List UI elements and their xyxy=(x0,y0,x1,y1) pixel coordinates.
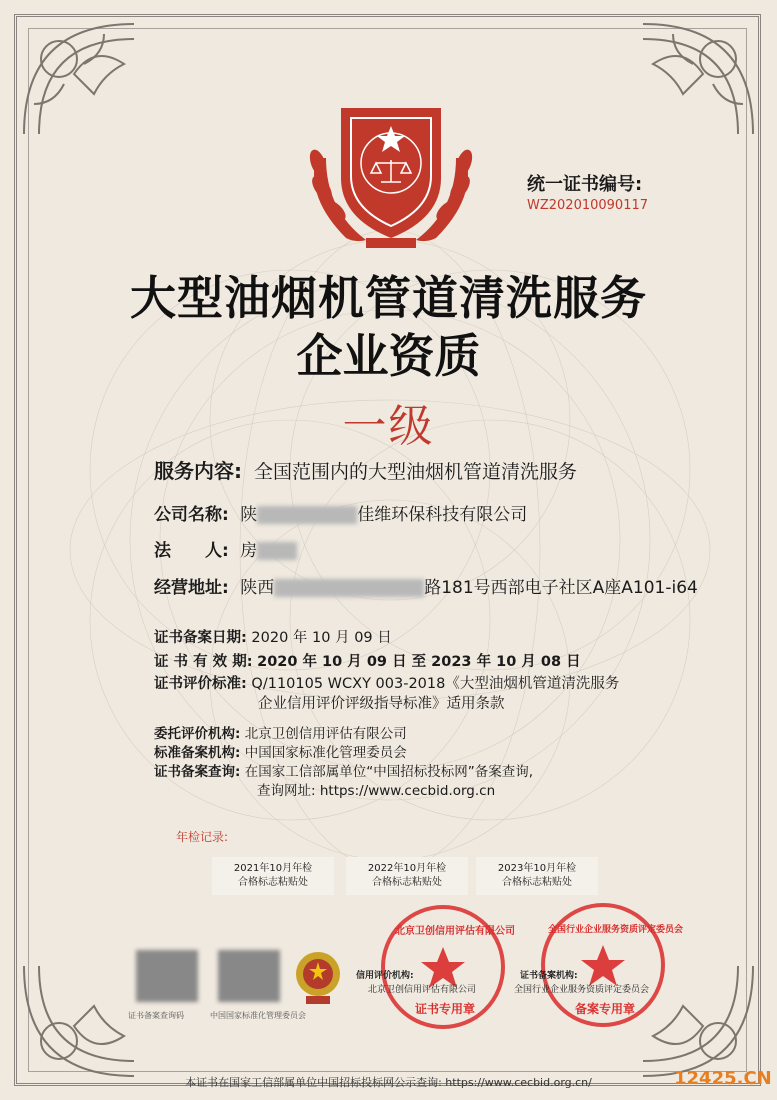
annual-box-line2: 合格标志粘贴处 xyxy=(372,877,442,888)
certificate-number-label: 统一证书编号: xyxy=(527,174,643,195)
service-label: 服务内容: xyxy=(154,459,242,483)
address-value-start: 陕西 xyxy=(240,578,275,598)
standard-value-line2: 企业信用评价评级指导标准》适用条款 xyxy=(258,696,505,712)
seal1-ring-text: 北京卫创信用评估有限公司 xyxy=(395,926,515,937)
annual-inspection-box-2021 xyxy=(212,857,334,895)
certificate-level: 一级 xyxy=(342,401,435,452)
standard-record-row xyxy=(154,741,407,761)
query-label: 证书备案查询: xyxy=(154,764,241,780)
seal1-sub: 北京卫创信用评估有限公司 xyxy=(368,985,477,995)
validity-label: 证 书 有 效 期: xyxy=(154,654,253,670)
annual-inspection-box-2023 xyxy=(476,857,598,895)
qualification-emblem xyxy=(296,88,486,258)
qr-code-redacted xyxy=(218,950,280,1002)
seal2-bottom-text: 备案专用章 xyxy=(575,1002,636,1016)
seal1-caption: 信用评价机构: xyxy=(356,971,414,981)
legal-value: 房 xyxy=(240,541,258,561)
query-value: 在国家工信部属单位“中国招标投标网”备案查询, xyxy=(244,764,533,780)
annual-box-line2: 合格标志粘贴处 xyxy=(238,877,308,888)
agency-label: 委托评价机构: xyxy=(154,726,241,742)
query-row xyxy=(154,760,533,780)
service-value: 全国范围内的大型油烟机管道清洗服务 xyxy=(254,461,578,483)
standard-record-label: 标准备案机构: xyxy=(154,745,241,761)
standard-record-value: 中国国家标准化管理委员会 xyxy=(244,745,407,761)
annual-box-line1: 2023年10月年检 xyxy=(497,863,577,874)
agency-row xyxy=(154,722,407,742)
standard-value-line1: Q/110105 WCXY 003-2018《大型油烟机管道清洗服务 xyxy=(251,676,620,692)
seal2-caption: 证书备案机构: xyxy=(520,971,578,981)
site-watermark: 12425.CN xyxy=(674,1068,772,1089)
annual-box-line2: 合格标志粘贴处 xyxy=(502,877,572,888)
seal2-sub: 全国行业企业服务资质评定委员会 xyxy=(514,985,650,995)
validity-row xyxy=(154,650,581,671)
redacted-region xyxy=(274,579,424,597)
annual-box-line1: 2022年10月年检 xyxy=(367,863,447,874)
address-label: 经营地址: xyxy=(154,578,229,598)
seal1-bottom-text: 证书专用章 xyxy=(415,1002,476,1016)
certificate-title-line2: 企业资质 xyxy=(296,329,481,383)
record-date-row xyxy=(154,626,392,647)
company-label: 公司名称: xyxy=(154,505,229,525)
record-date-label: 证书备案日期: xyxy=(154,630,247,646)
address-value-end: 路181号西部电子社区A座A101-i64 xyxy=(424,578,698,598)
company-value-start: 陕 xyxy=(240,505,258,525)
qr2-label: 中国国家标准化管理委员会 xyxy=(210,1011,306,1020)
redacted-region xyxy=(257,542,297,560)
seal2-ring-text: 全国行业企业服务资质评定委员会 xyxy=(548,925,684,935)
annual-inspection-box-2022 xyxy=(346,857,468,895)
annual-inspection-label: 年检记录: xyxy=(176,830,229,844)
legal-label: 法 人: xyxy=(154,541,229,561)
validity-value: 2020 年 10 月 09 日 至 2023 年 10 月 08 日 xyxy=(257,654,581,670)
annual-box-line1: 2021年10月年检 xyxy=(233,863,313,874)
standard-row xyxy=(154,672,619,693)
record-date-value: 2020 年 10 月 09 日 xyxy=(251,630,392,646)
qr1-label: 证书备案查询码 xyxy=(128,1011,184,1020)
certificate-number-value: WZ202010090117 xyxy=(527,198,649,213)
qr-code-redacted xyxy=(136,950,198,1002)
corner-ornament-top-left xyxy=(14,14,164,144)
corner-ornament-top-right xyxy=(613,14,763,144)
footer-note: 本证书在国家工信部属单位中国招标投标网公示查询: https://www.cecbid.org.cn/ xyxy=(185,1076,592,1089)
company-value-end: 佳维环保科技有限公司 xyxy=(357,505,528,525)
standard-label: 证书评价标准: xyxy=(154,676,247,692)
certificate-title-line1: 大型油烟机管道清洗服务 xyxy=(130,271,647,325)
legal-row xyxy=(154,536,297,561)
national-emblem-icon xyxy=(292,948,344,1008)
agency-value: 北京卫创信用评估有限公司 xyxy=(244,726,407,742)
redacted-region xyxy=(257,506,357,524)
service-row xyxy=(154,455,577,484)
query-url: 查询网址: https://www.cecbid.org.cn xyxy=(257,783,496,799)
address-row xyxy=(154,573,698,598)
company-row xyxy=(154,500,527,525)
